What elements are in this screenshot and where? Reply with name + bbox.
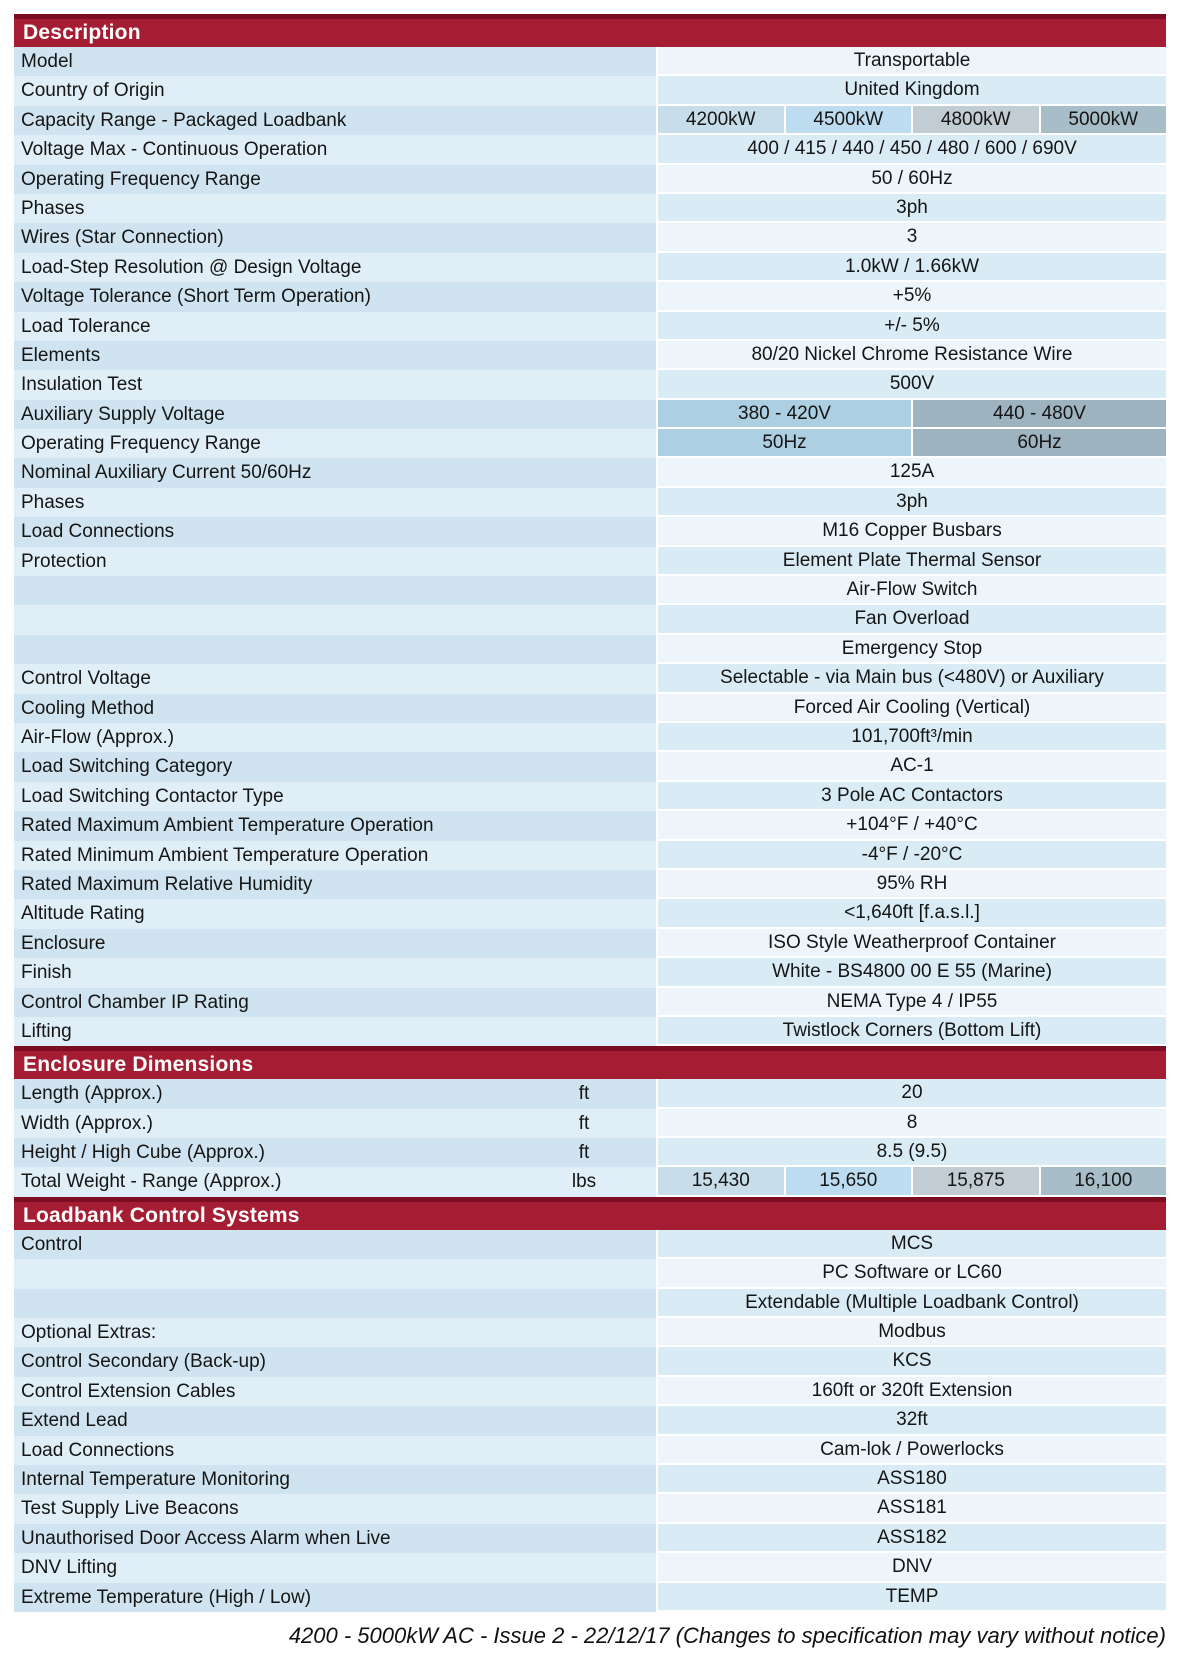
value-cell: 4800kW xyxy=(913,106,1039,135)
spec-row xyxy=(14,400,1166,429)
spec-row xyxy=(14,988,1166,1017)
spec-row xyxy=(14,1138,1166,1167)
spec-row xyxy=(14,1494,1166,1523)
row-label-text: Phases xyxy=(21,197,85,219)
row-label xyxy=(14,165,656,194)
row-value-area xyxy=(656,458,1166,487)
row-value-area xyxy=(656,899,1166,928)
row-value-area xyxy=(656,165,1166,194)
row-value: 125A xyxy=(658,458,1166,487)
row-value-area xyxy=(656,1138,1166,1167)
row-label-text: DNV Lifting xyxy=(21,1557,118,1579)
row-value: 3ph xyxy=(658,488,1166,517)
spec-row xyxy=(14,1109,1166,1138)
row-value: ISO Style Weatherproof Container xyxy=(658,929,1166,958)
section-header: Enclosure Dimensions xyxy=(14,1046,1166,1079)
row-value-area xyxy=(656,47,1166,76)
row-value: Twistlock Corners (Bottom Lift) xyxy=(658,1017,1166,1046)
row-label xyxy=(14,1524,656,1553)
row-label-text: Rated Maximum Relative Humidity xyxy=(21,873,313,895)
row-label-text: Operating Frequency Range xyxy=(21,433,261,455)
row-label xyxy=(14,282,656,311)
row-label-text: Control Chamber IP Rating xyxy=(21,991,249,1013)
row-value: ASS181 xyxy=(658,1494,1166,1523)
spec-row xyxy=(14,1167,1166,1196)
row-value: ASS180 xyxy=(658,1465,1166,1494)
row-label-text: Total Weight - Range (Approx.) xyxy=(21,1171,282,1193)
row-label-text: Finish xyxy=(21,962,72,984)
row-label xyxy=(14,1553,656,1582)
row-label xyxy=(14,899,656,928)
spec-row xyxy=(14,1017,1166,1046)
row-value-area xyxy=(656,400,1166,429)
row-label xyxy=(14,1436,656,1465)
spec-row xyxy=(14,1259,1166,1288)
value-cell: 15,650 xyxy=(786,1167,912,1196)
row-label xyxy=(14,1583,656,1612)
row-label xyxy=(14,1406,656,1435)
row-value-area xyxy=(656,1347,1166,1376)
row-value: 95% RH xyxy=(658,870,1166,899)
row-value: <1,640ft [f.a.s.l.] xyxy=(658,899,1166,928)
row-value-area xyxy=(656,1406,1166,1435)
row-label xyxy=(14,135,656,164)
row-label-text: Load Connections xyxy=(21,1439,175,1461)
row-label xyxy=(14,370,656,399)
row-value: 160ft or 320ft Extension xyxy=(658,1377,1166,1406)
row-value-area xyxy=(656,253,1166,282)
row-value-area xyxy=(656,1079,1166,1108)
row-value-area xyxy=(656,547,1166,576)
row-value: 400 / 415 / 440 / 450 / 480 / 600 / 690V xyxy=(658,135,1166,164)
spec-row xyxy=(14,135,1166,164)
spec-row xyxy=(14,312,1166,341)
row-label-text: Wires (Star Connection) xyxy=(21,227,224,249)
row-label xyxy=(14,723,656,752)
row-value-area xyxy=(656,106,1166,135)
row-label-text: Voltage Tolerance (Short Term Operation) xyxy=(21,286,371,308)
row-label-text: Length (Approx.) xyxy=(21,1083,163,1105)
spec-row xyxy=(14,429,1166,458)
row-label-text: Lifting xyxy=(21,1020,72,1042)
row-label-text: Load Connections xyxy=(21,521,175,543)
row-label-text: Nominal Auxiliary Current 50/60Hz xyxy=(21,462,312,484)
spec-row xyxy=(14,165,1166,194)
row-value-area xyxy=(656,988,1166,1017)
row-label-text: Optional Extras: xyxy=(21,1322,157,1344)
section-header: Description xyxy=(14,14,1166,47)
row-value: TEMP xyxy=(658,1583,1166,1612)
spec-row xyxy=(14,899,1166,928)
row-value: 50 / 60Hz xyxy=(658,165,1166,194)
spec-row xyxy=(14,253,1166,282)
row-label-text: Operating Frequency Range xyxy=(21,168,261,190)
row-label xyxy=(14,1017,656,1046)
value-cell: 15,875 xyxy=(913,1167,1039,1196)
row-value: M16 Copper Busbars xyxy=(658,517,1166,546)
row-label-text: Cooling Method xyxy=(21,697,155,719)
row-value: DNV xyxy=(658,1553,1166,1582)
row-label-text: Internal Temperature Monitoring xyxy=(21,1468,290,1490)
row-value: Emergency Stop xyxy=(658,635,1166,664)
value-cell: 380 - 420V xyxy=(658,400,911,429)
spec-row xyxy=(14,811,1166,840)
row-label-text: Phases xyxy=(21,491,85,513)
row-label xyxy=(14,929,656,958)
value-cell: 15,430 xyxy=(658,1167,784,1196)
row-value-area xyxy=(656,1109,1166,1138)
row-label-text: Auxiliary Supply Voltage xyxy=(21,403,225,425)
row-value-area xyxy=(656,194,1166,223)
spec-row xyxy=(14,76,1166,105)
row-value-area xyxy=(656,312,1166,341)
row-label xyxy=(14,988,656,1017)
row-label-text: Unauthorised Door Access Alarm when Live xyxy=(21,1527,391,1549)
row-label xyxy=(14,1494,656,1523)
spec-row xyxy=(14,1465,1166,1494)
row-label xyxy=(14,694,656,723)
row-value-area xyxy=(656,1259,1166,1288)
row-value-area xyxy=(656,370,1166,399)
spec-row xyxy=(14,47,1166,76)
spec-row xyxy=(14,1377,1166,1406)
row-label-text: Capacity Range - Packaged Loadbank xyxy=(21,109,347,131)
row-label xyxy=(14,782,656,811)
row-label xyxy=(14,1259,656,1288)
spec-row xyxy=(14,106,1166,135)
spec-row xyxy=(14,1318,1166,1347)
spec-row xyxy=(14,723,1166,752)
spec-row xyxy=(14,547,1166,576)
spec-row xyxy=(14,458,1166,487)
row-label-text: Protection xyxy=(21,550,107,572)
row-label-text: Control Voltage xyxy=(21,668,151,690)
row-label-text: Height / High Cube (Approx.) xyxy=(21,1142,265,1164)
row-value-area xyxy=(656,929,1166,958)
row-value: +104°F / +40°C xyxy=(658,811,1166,840)
row-value: +5% xyxy=(658,282,1166,311)
row-value: Forced Air Cooling (Vertical) xyxy=(658,694,1166,723)
row-label-text: Enclosure xyxy=(21,932,106,954)
row-value: 101,700ft³/min xyxy=(658,723,1166,752)
row-label-text: Altitude Rating xyxy=(21,903,145,925)
row-label-text: Country of Origin xyxy=(21,80,165,102)
row-label xyxy=(14,576,656,605)
row-value-area xyxy=(656,1524,1166,1553)
row-value: Air-Flow Switch xyxy=(658,576,1166,605)
row-value-area xyxy=(656,1553,1166,1582)
value-cell: 16,100 xyxy=(1041,1167,1167,1196)
row-value-area xyxy=(656,694,1166,723)
row-label xyxy=(14,811,656,840)
spec-row xyxy=(14,752,1166,781)
row-label xyxy=(14,1167,656,1196)
row-value: Selectable - via Main bus (<480V) or Auxiliary xyxy=(658,664,1166,693)
row-label xyxy=(14,635,656,664)
row-value-area xyxy=(656,429,1166,458)
spec-row xyxy=(14,782,1166,811)
row-value: Cam-lok / Powerlocks xyxy=(658,1436,1166,1465)
row-value: White - BS4800 00 E 55 (Marine) xyxy=(658,958,1166,987)
spec-row xyxy=(14,1406,1166,1435)
row-label-text: Rated Minimum Ambient Temperature Operation xyxy=(21,844,429,866)
row-label-text: Air-Flow (Approx.) xyxy=(21,726,175,748)
row-label xyxy=(14,341,656,370)
row-label xyxy=(14,752,656,781)
row-value: 20 xyxy=(658,1079,1166,1108)
spec-row xyxy=(14,576,1166,605)
spec-row xyxy=(14,635,1166,664)
spec-row xyxy=(14,1553,1166,1582)
row-label-text: Load Switching Contactor Type xyxy=(21,785,284,807)
row-value: United Kingdom xyxy=(658,76,1166,105)
row-label-text: Control Extension Cables xyxy=(21,1380,236,1402)
value-cell: 440 - 480V xyxy=(913,400,1166,429)
row-value-area xyxy=(656,1167,1166,1196)
row-value: AC-1 xyxy=(658,752,1166,781)
row-value-area xyxy=(656,1318,1166,1347)
spec-row xyxy=(14,605,1166,634)
row-value: Element Plate Thermal Sensor xyxy=(658,547,1166,576)
row-value: +/- 5% xyxy=(658,312,1166,341)
row-label xyxy=(14,223,656,252)
unit-label: ft xyxy=(578,1083,590,1105)
spec-row xyxy=(14,929,1166,958)
spec-row xyxy=(14,1347,1166,1376)
row-value-area xyxy=(656,1377,1166,1406)
row-value: 3ph xyxy=(658,194,1166,223)
row-label-text: Insulation Test xyxy=(21,374,143,396)
row-value: 3 xyxy=(658,223,1166,252)
row-value: NEMA Type 4 / IP55 xyxy=(658,988,1166,1017)
row-value-area xyxy=(656,517,1166,546)
row-label xyxy=(14,1109,656,1138)
row-value-area xyxy=(656,223,1166,252)
row-label xyxy=(14,312,656,341)
row-label xyxy=(14,1289,656,1318)
row-label-text: Test Supply Live Beacons xyxy=(21,1498,239,1520)
row-label xyxy=(14,458,656,487)
row-label xyxy=(14,106,656,135)
row-label-text: Load Switching Category xyxy=(21,756,233,778)
row-label-text: Control xyxy=(21,1233,83,1255)
row-value: 32ft xyxy=(658,1406,1166,1435)
row-value-area xyxy=(656,1465,1166,1494)
row-value: MCS xyxy=(658,1230,1166,1259)
spec-row xyxy=(14,1524,1166,1553)
spec-row xyxy=(14,958,1166,987)
row-value: 8 xyxy=(658,1109,1166,1138)
spec-sheet xyxy=(14,14,1166,1649)
row-value-area xyxy=(656,1583,1166,1612)
row-label xyxy=(14,1377,656,1406)
spec-row xyxy=(14,194,1166,223)
row-label xyxy=(14,488,656,517)
row-label-text: Load Tolerance xyxy=(21,315,151,337)
spec-row xyxy=(14,517,1166,546)
row-value-area xyxy=(656,576,1166,605)
row-label xyxy=(14,547,656,576)
row-value: PC Software or LC60 xyxy=(658,1259,1166,1288)
row-value-area xyxy=(656,1436,1166,1465)
row-label xyxy=(14,253,656,282)
row-value-area xyxy=(656,664,1166,693)
section-header: Loadbank Control Systems xyxy=(14,1197,1166,1230)
row-value: 1.0kW / 1.66kW xyxy=(658,253,1166,282)
row-label-text: Rated Maximum Ambient Temperature Operation xyxy=(21,815,434,837)
row-value-area xyxy=(656,958,1166,987)
row-value-area xyxy=(656,1017,1166,1046)
row-value-area xyxy=(656,135,1166,164)
value-cell: 5000kW xyxy=(1041,106,1167,135)
spec-row xyxy=(14,370,1166,399)
row-value-area xyxy=(656,1230,1166,1259)
row-value: Fan Overload xyxy=(658,605,1166,634)
row-value: 3 Pole AC Contactors xyxy=(658,782,1166,811)
value-cell: 4200kW xyxy=(658,106,784,135)
value-cell: 60Hz xyxy=(913,429,1166,458)
row-label xyxy=(14,841,656,870)
spec-row xyxy=(14,664,1166,693)
row-label-text: Load-Step Resolution @ Design Voltage xyxy=(21,256,362,278)
footer-note: 4200 - 5000kW AC - Issue 2 - 22/12/17 (Changes to specification may vary without notice) xyxy=(288,1622,1166,1648)
row-value: 80/20 Nickel Chrome Resistance Wire xyxy=(658,341,1166,370)
row-value: Extendable (Multiple Loadbank Control) xyxy=(658,1289,1166,1318)
spec-row xyxy=(14,488,1166,517)
row-value: KCS xyxy=(658,1347,1166,1376)
spec-row xyxy=(14,1079,1166,1108)
spec-row xyxy=(14,841,1166,870)
row-value: ASS182 xyxy=(658,1524,1166,1553)
row-label xyxy=(14,1230,656,1259)
row-label xyxy=(14,958,656,987)
row-value: -4°F / -20°C xyxy=(658,841,1166,870)
row-label xyxy=(14,1318,656,1347)
row-value: 8.5 (9.5) xyxy=(658,1138,1166,1167)
row-label-text: Extend Lead xyxy=(21,1410,128,1432)
spec-row xyxy=(14,1583,1166,1612)
row-value-area xyxy=(656,1494,1166,1523)
row-label xyxy=(14,47,656,76)
row-value-area xyxy=(656,282,1166,311)
value-cell: 50Hz xyxy=(658,429,911,458)
spec-row xyxy=(14,341,1166,370)
row-label-text: Extreme Temperature (High / Low) xyxy=(21,1586,312,1608)
row-label xyxy=(14,605,656,634)
row-value-area xyxy=(656,605,1166,634)
row-value: Modbus xyxy=(658,1318,1166,1347)
row-label-text: Elements xyxy=(21,344,101,366)
spec-row xyxy=(14,1230,1166,1259)
row-label xyxy=(14,400,656,429)
row-value-area xyxy=(656,782,1166,811)
spec-row xyxy=(14,870,1166,899)
row-label xyxy=(14,194,656,223)
spec-row xyxy=(14,282,1166,311)
row-value-area xyxy=(656,488,1166,517)
row-label xyxy=(14,517,656,546)
unit-label: lbs xyxy=(571,1171,597,1193)
spec-row xyxy=(14,1289,1166,1318)
row-label xyxy=(14,1138,656,1167)
row-value-area xyxy=(656,723,1166,752)
row-label xyxy=(14,1465,656,1494)
row-value-area xyxy=(656,870,1166,899)
row-value-area xyxy=(656,841,1166,870)
value-cell: 4500kW xyxy=(786,106,912,135)
row-label-text: Width (Approx.) xyxy=(21,1112,153,1134)
row-value: 500V xyxy=(658,370,1166,399)
row-label xyxy=(14,1079,656,1108)
row-value-area xyxy=(656,341,1166,370)
row-value-area xyxy=(656,1289,1166,1318)
spec-row xyxy=(14,694,1166,723)
row-label-text: Voltage Max - Continuous Operation xyxy=(21,139,328,161)
spec-row xyxy=(14,1436,1166,1465)
row-label xyxy=(14,76,656,105)
row-label xyxy=(14,870,656,899)
unit-label: ft xyxy=(578,1112,590,1134)
row-value-area xyxy=(656,811,1166,840)
row-label xyxy=(14,429,656,458)
spec-table xyxy=(14,14,1166,1612)
row-label-text: Model xyxy=(21,51,73,72)
row-value-area xyxy=(656,76,1166,105)
row-value-area xyxy=(656,635,1166,664)
row-label xyxy=(14,1347,656,1376)
row-value-area xyxy=(656,752,1166,781)
row-value: Transportable xyxy=(658,47,1166,76)
row-label-text: Control Secondary (Back-up) xyxy=(21,1351,266,1373)
row-label xyxy=(14,664,656,693)
unit-label: ft xyxy=(578,1142,590,1164)
spec-row xyxy=(14,223,1166,252)
